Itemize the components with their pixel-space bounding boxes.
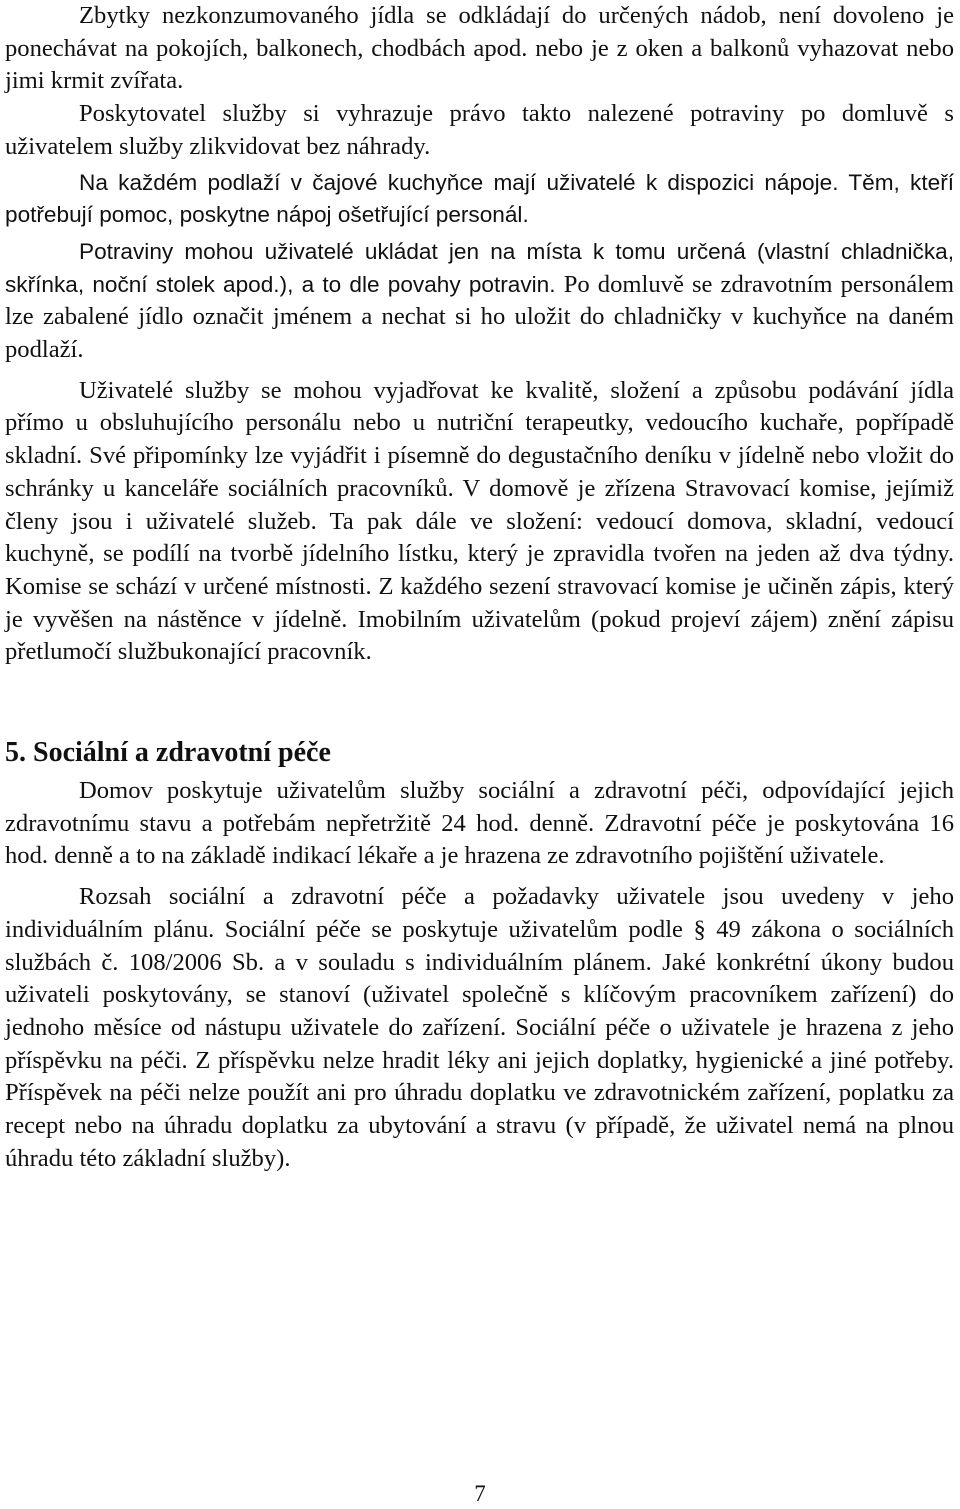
paragraph-feedback: Uživatelé služby se mohou vyjadřovat ke kvalitě, složení a způsobu podávání jídla přímo u obsluhujícího personálu nebo u nutriční terapeutky, vedoucího kuchaře, popřípadě skladní. Své připomínky lze vyjádřit i písemně do degustačního deníku v jídelně nebo vložit do schránky u kanceláře sociálních pracovníků. V domově je zřízena Stravovací komise, jejímiž členy jsou i uživatelé služeb. Ta pak dále ve složení: vedoucí domova, skladní, vedoucí kuchyně, se podílí na tvorbě jídelního lístku, který je zpravidla tvořen na jeden až dva týdny. Komise se schází v určené místnosti. Z každého sezení stravovací komise je učiněn zápis, který je vyvěšen na nástěnce v jídelně. Imobilním uživatelům (pokud projeví zájem) znění zápisu přetlumočí službukonající pracovník.: [5, 376, 954, 666]
page-number: 7: [474, 1481, 486, 1506]
paragraph-leftover-food: Zbytky nezkonzumovaného jídla se odkládají do určených nádob, není dovoleno je ponechávat na pokojích, balkonech, chodbách apod. nebo je z oken a balkonů vyhazovat nebo jimi krmit zvířata.: [5, 2, 954, 95]
paragraph-food-storage-block: [5, 236, 954, 367]
food-storage-text: Potraviny mohou uživatelé ukládat jen na místa k tomu určená (vlastní chladnička, skřínka, noční stolek apod.), a to dle povahy potravin.: [5, 238, 954, 297]
paragraph-provider-rights: Poskytovatel služby si vyhrazuje právo takto nalezené potraviny po domluvě s uživatelem služby zlikvidovat bez náhrady.: [5, 100, 954, 160]
paragraph-drinks: Na každém podlaží v čajové kuchyňce mají uživatelé k dispozici nápoje. Těm, kteří potřebují pomoc, poskytne nápoj ošetřující personál.: [5, 169, 954, 228]
fridge-text: Po domluvě se zdravotním personálem lze zabalené jídlo označit jménem a nechat si ho uložit do chladničky v kuchyňce na daném podlaží.: [5, 270, 954, 364]
paragraph-care-overview: Domov poskytuje uživatelům služby sociální a zdravotní péči, odpovídající jejich zdravotnímu stavu a potřebám nepřetržitě 24 hod. denně. Zdravotní péče je poskytována 16 hod. denně a to na základě indikací lékaře a je hrazena ze zdravotního pojištění uživatele.: [5, 777, 954, 870]
section-heading: 5. Sociální a zdravotní péče: [5, 737, 331, 769]
page-content: [5, 0, 954, 1176]
paragraph-care-scope: Rozsah sociální a zdravotní péče a požadavky uživatele jsou uvedeny v jeho individuálním plánu. Sociální péče se poskytuje uživatelům podle § 49 zákona o sociálních službách č. 108/2006 Sb. a v souladu s individuálním plánem. Jaké konkrétní úkony budou uživateli poskytovány, se stanoví (uživatel společně s klíčovým pracovníkem zařízení) do jednoho měsíce od nástupu uživatele do zařízení. Sociální péče o uživatele je hrazena z jeho příspěvku na péči. Z příspěvku nelze hradit léky ani jejich doplatky, hygienické a jiné potřeby. Příspěvek na péči nelze použít ani pro úhradu doplatku ve zdravotnickém zařízení, poplatku za recept nebo na úhradu doplatku za ubytování a stravu (v případě, že uživatel nemá na plnou úhradu této základní služby).: [5, 883, 954, 1172]
